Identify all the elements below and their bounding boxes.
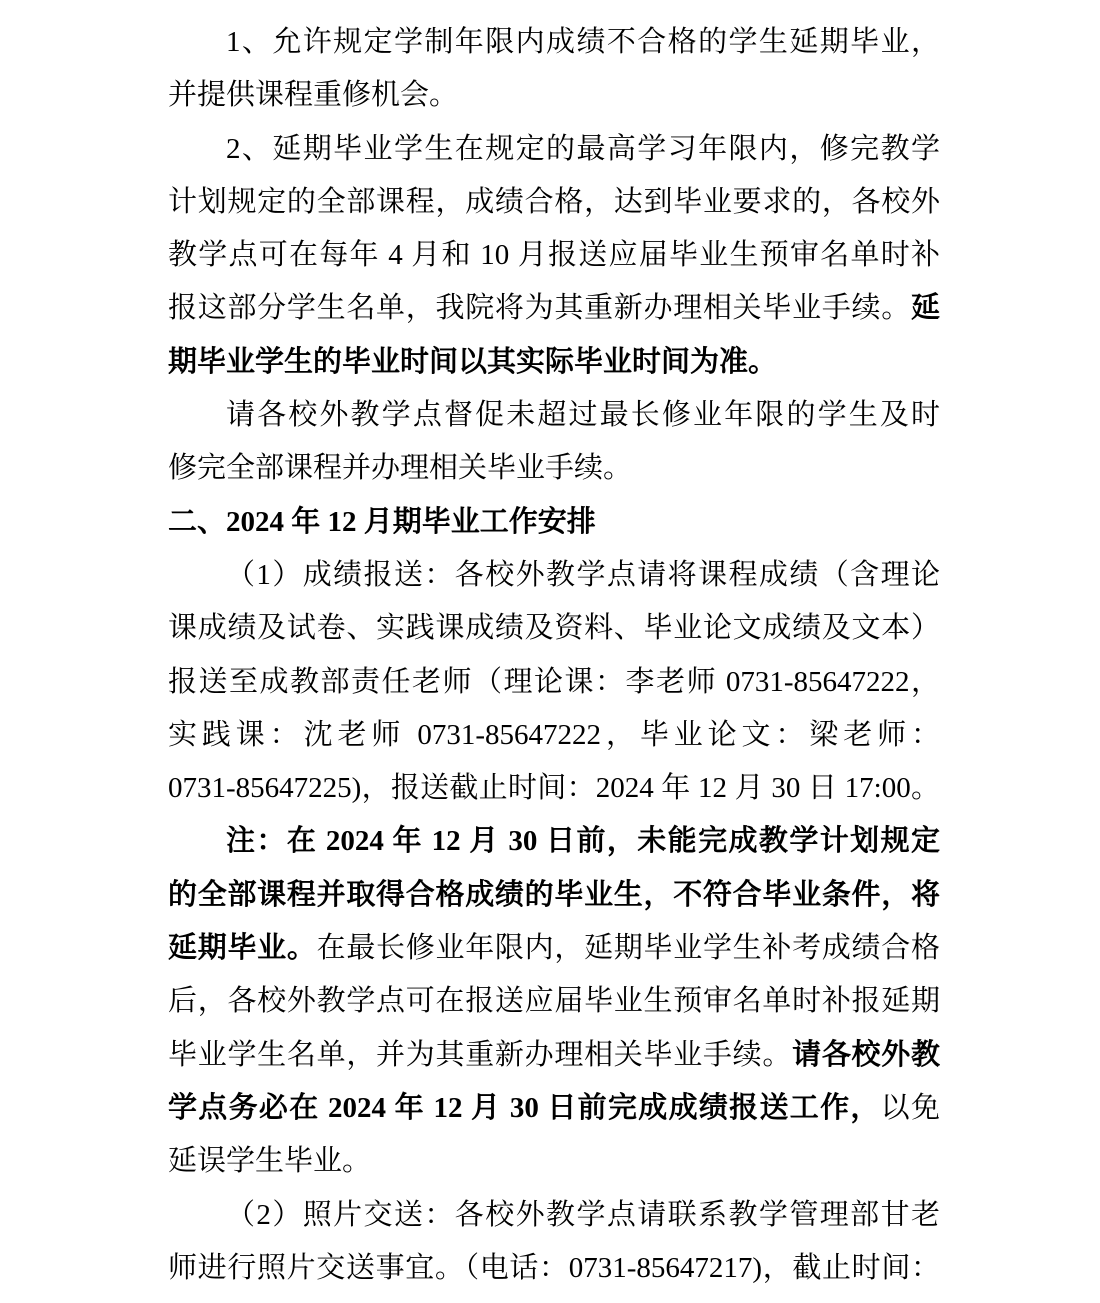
document-line	[168, 123, 940, 176]
bold-text-segment: 二、2024 年 12 月期毕业工作安排	[168, 505, 596, 538]
document-line	[168, 709, 940, 762]
text-segment: 修完全部课程并办理相关毕业手续。	[168, 452, 633, 485]
text-segment: 并提供课程重修机会。	[168, 79, 459, 112]
document-line	[168, 229, 940, 282]
document-line	[168, 336, 940, 389]
text-segment: （1）成绩报送：各校外教学点请将课程成绩（含理论	[226, 558, 940, 591]
text-segment: （2）照片交送：各校外教学点请联系教学管理部甘老	[226, 1198, 940, 1231]
document-line	[168, 602, 940, 655]
text-segment: 在最长修业年限内，延期毕业学生补考成绩合格	[316, 932, 940, 965]
document-line	[168, 549, 940, 602]
text-segment: 报这部分学生名单，我院将为其重新办理相关毕业手续。	[168, 292, 911, 325]
text-segment: 请各校外教学点督促未超过最长修业年限的学生及时	[226, 399, 940, 432]
document-line	[168, 762, 940, 815]
text-segment: 实践课：沈老师 0731-85647222，毕业论文：梁老师：	[168, 718, 940, 751]
document-line	[168, 815, 940, 868]
document-line	[168, 1135, 940, 1188]
document-line	[168, 496, 940, 549]
document-line	[168, 176, 940, 229]
document-body	[168, 16, 940, 1295]
document-line	[168, 975, 940, 1028]
text-segment: 课成绩及试卷、实践课成绩及资料、毕业论文成绩及文本）	[168, 612, 940, 645]
document-line	[168, 922, 940, 975]
text-segment: 报送至成教部责任老师（理论课：李老师 0731-85647222，	[168, 665, 940, 698]
document-line	[168, 869, 940, 922]
bold-text-segment: 延期毕业。	[168, 932, 317, 965]
text-segment: 后，各校外教学点可在报送应届毕业生预审名单时补报延期	[168, 985, 940, 1018]
document-line	[168, 1189, 940, 1242]
document-line	[168, 656, 940, 709]
text-segment: 计划规定的全部课程，成绩合格，达到毕业要求的，各校外	[168, 185, 940, 218]
bold-text-segment: 的全部课程并取得合格成绩的毕业生，不符合毕业条件，将	[168, 878, 940, 911]
document-line	[168, 16, 940, 69]
text-segment: 毕业学生名单，并为其重新办理相关毕业手续。	[168, 1038, 793, 1071]
document-line	[168, 442, 940, 495]
text-segment: 0731-85647225)，报送截止时间：2024 年 12 月 30 日 17:00。	[168, 772, 940, 805]
document-line	[168, 1029, 940, 1082]
text-segment: 延误学生毕业。	[168, 1145, 372, 1178]
document-line	[168, 282, 940, 335]
text-segment: 师进行照片交送事宜。（电话：0731-85647217)，截止时间：	[168, 1251, 940, 1284]
document-line	[168, 1082, 940, 1135]
text-segment: 教学点可在每年 4 月和 10 月报送应届毕业生预审名单时补	[168, 239, 940, 272]
bold-text-segment: 学点务必在 2024 年 12 月 30 日前完成成绩报送工作，	[168, 1091, 881, 1124]
bold-text-segment: 延	[910, 292, 940, 325]
text-segment: 2、延期毕业学生在规定的最高学习年限内，修完教学	[226, 132, 940, 165]
text-segment: 以免	[880, 1091, 940, 1124]
document-line	[168, 389, 940, 442]
bold-text-segment: 期毕业学生的毕业时间以其实际毕业时间为准。	[168, 345, 778, 378]
bold-text-segment: 注：在 2024 年 12 月 30 日前，未能完成教学计划规定	[226, 825, 940, 858]
text-segment: 1、允许规定学制年限内成绩不合格的学生延期毕业，	[226, 26, 940, 58]
document-line	[168, 69, 940, 122]
document-line	[168, 1242, 940, 1295]
bold-text-segment: 请各校外教	[792, 1038, 940, 1071]
